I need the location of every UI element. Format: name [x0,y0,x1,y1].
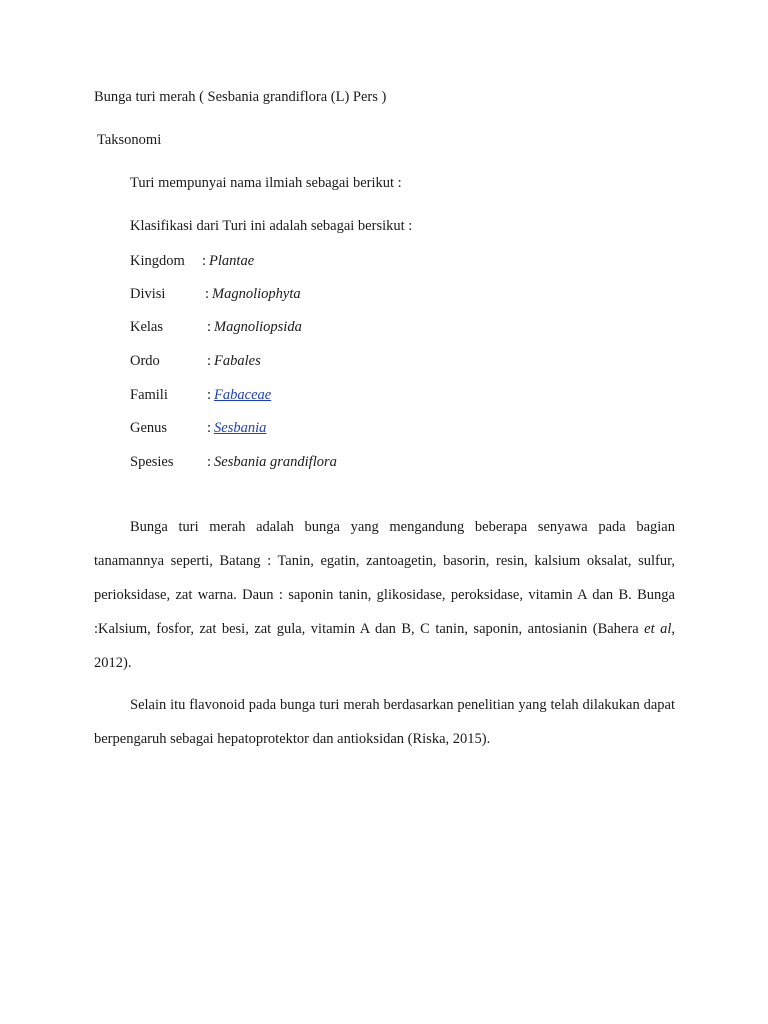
intro-line: Turi mempunyai nama ilmiah sebagai berikut : [130,175,402,191]
taxonomy-row-genus [130,418,266,438]
rank-value: Plantae [209,253,255,269]
rank-label: Kingdom [130,253,185,269]
rank-colon: : [207,454,212,470]
paragraph-flavonoid: Selain itu flavonoid pada bunga turi merah berdasarkan penelitian yang telah dilakukan dapat berpengaruh sebagai hepatoprotektor dan antioksidan (Riska, 2015). [94,697,675,747]
rank-colon: : [205,286,210,302]
document-heading: Bunga turi merah ( Sesbania grandiflora (L) Pers ) [94,89,387,105]
rank-colon: : [207,319,212,335]
taxonomy-row-kingdom [130,251,254,271]
rank-colon: : [202,253,207,269]
taxonomy-row-ordo [130,351,261,371]
rank-label: Genus [130,420,168,436]
rank-label: Spesies [130,454,174,470]
taxonomy-row-kelas [130,317,302,337]
rank-colon: : [207,353,212,369]
citation-et-al: et al [644,621,672,637]
taxonomy-row-divisi [130,284,301,304]
sesbania-link[interactable]: Sesbania [214,420,267,436]
rank-colon: : [207,420,212,436]
rank-value: Magnoliopsida [214,319,302,335]
paragraph-text: Bunga turi merah adalah bunga yang mengandung beberapa senyawa pada bagian tanamannya seperti, Batang : Tanin, egatin, zantoagetin, basorin, resin, kalsium oksalat, sulfur, perioksidase, zat warna. Daun : saponin tanin, glikosidase, peroksidase, vitamin A dan B. Bunga :Kalsium, fosfor, zat besi, zat gula, vitamin A dan B, C tanin, saponin, antosianin (Bahera [94,519,675,637]
rank-value: Fabales [214,353,261,369]
paragraph-compounds [94,510,675,680]
classification-intro: Klasifikasi dari Turi ini adalah sebagai bersikut : [130,218,413,234]
rank-label: Ordo [130,353,160,369]
rank-label: Kelas [130,319,164,335]
rank-value: Sesbania grandiflora [214,454,337,470]
taxonomy-row-spesies [130,452,337,472]
rank-label: Famili [130,387,168,403]
rank-label: Divisi [130,286,166,302]
taxonomy-row-famili [130,385,271,405]
fabaceae-link[interactable]: Fabaceae [214,387,272,403]
section-title: Taksonomi [97,132,162,148]
rank-value: Magnoliophyta [212,286,301,302]
rank-colon: : [207,387,212,403]
citation-year: , 2012). [94,621,676,671]
